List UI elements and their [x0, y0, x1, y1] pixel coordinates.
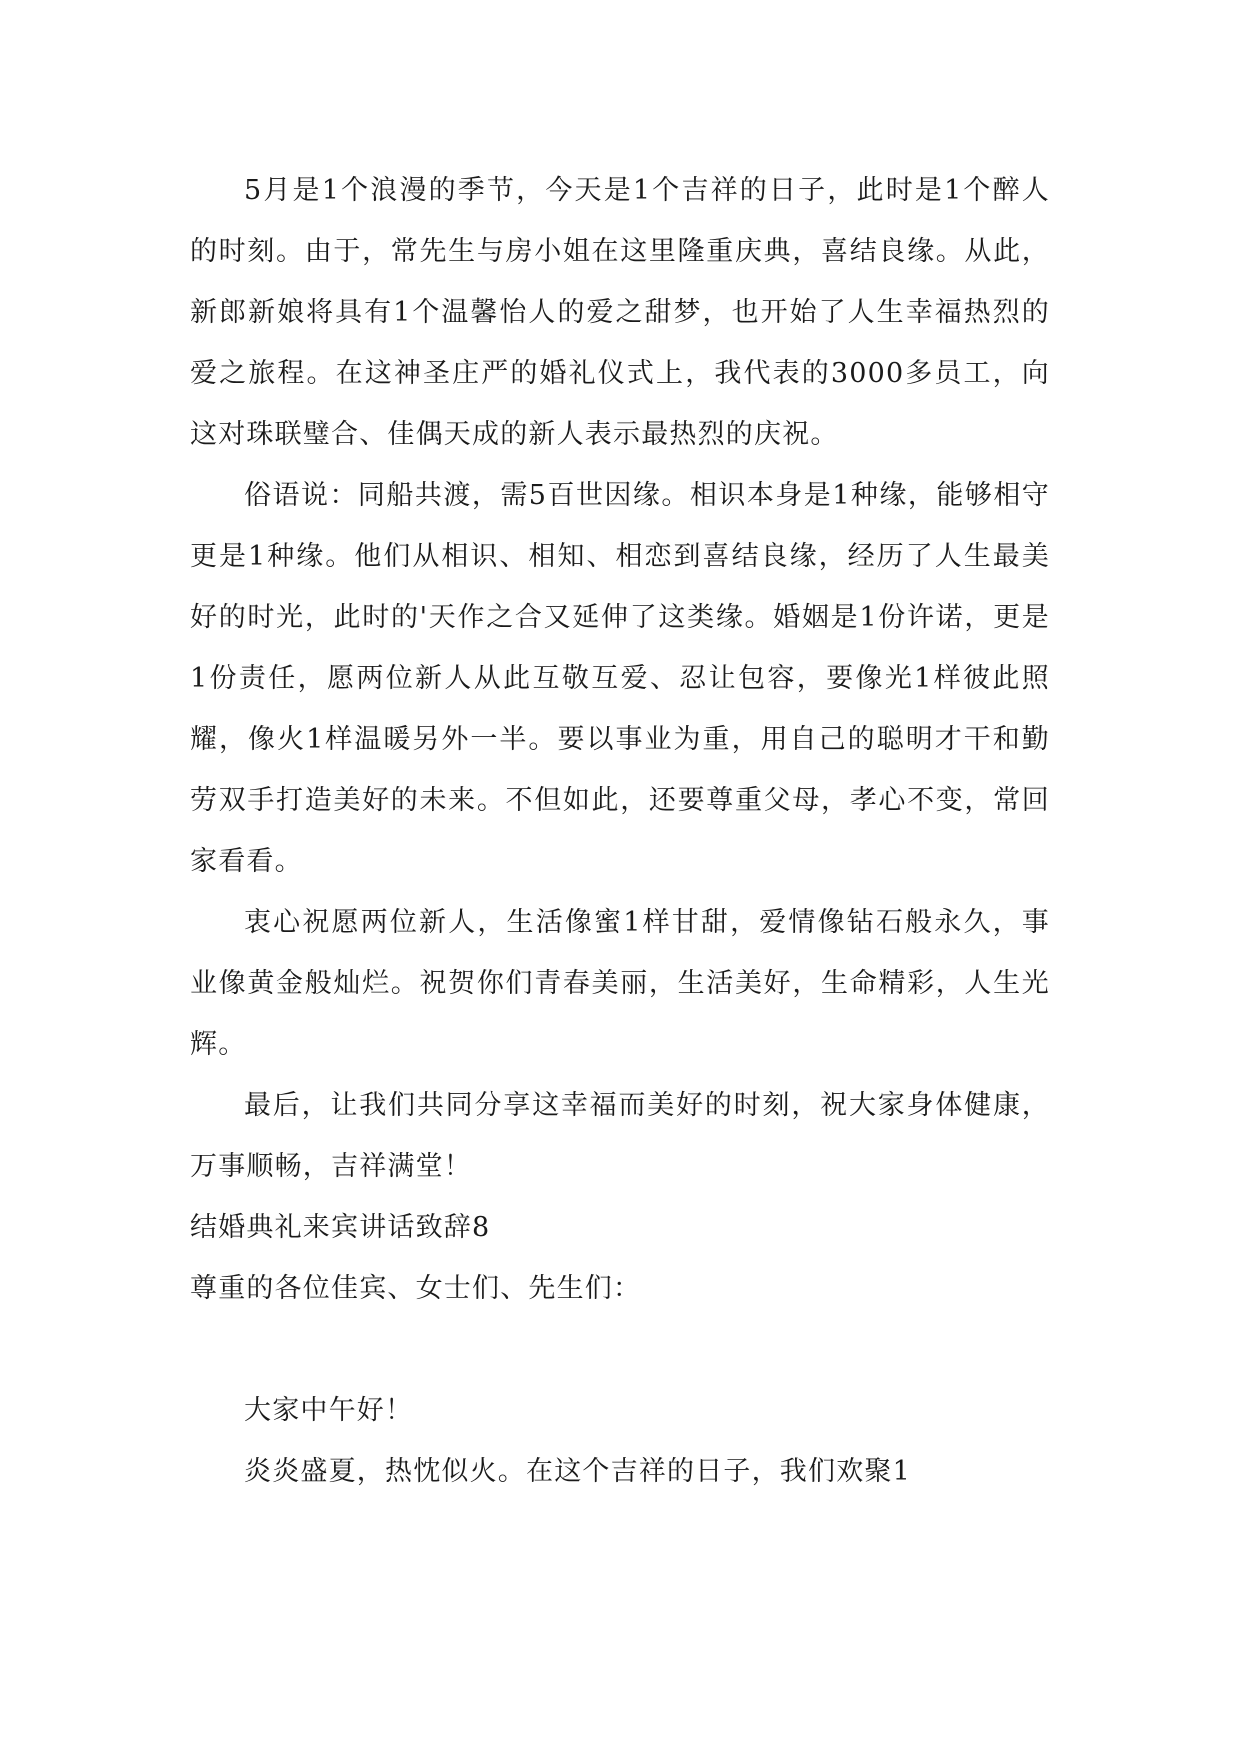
document-body	[190, 160, 1050, 1502]
paragraph-wishes: 衷心祝愿两位新人，生活像蜜1样甘甜，爱情像钻石般永久，事业像黄金般灿烂。祝贺你们青春美丽，生活美好，生命精彩，人生光辉。	[190, 907, 1050, 1060]
section-title: 结婚典礼来宾讲话致辞8	[190, 1212, 491, 1243]
paragraph-opening: 5月是1个浪漫的季节，今天是1个吉祥的日子，此时是1个醉人的时刻。由于，常先生与房小姐在这里隆重庆典，喜结良缘。从此，新郎新娘将具有1个温馨怡人的爱之甜梦，也开始了人生幸福热烈的爱之旅程。在这神圣庄严的婚礼仪式上，我代表的3000多员工，向这对珠联璧合、佳偶天成的新人表示最热烈的庆祝。	[190, 175, 1050, 450]
paragraph-closing: 最后，让我们共同分享这幸福而美好的时刻，祝大家身体健康，万事顺畅，吉祥满堂！	[190, 1090, 1050, 1182]
paragraph-proverb: 俗语说：同船共渡，需5百世因缘。相识本身是1种缘，能够相守更是1种缘。他们从相识、相知、相恋到喜结良缘，经历了人生最美好的时光，此时的'天作之合又延伸了这类缘。婚姻是1份许诺，更是1份责任，愿两位新人从此互敬互爱、忍让包容，要像光1样彼此照耀，像火1样温暖另外一半。要以事业为重，用自己的聪明才干和勤劳双手打造美好的未来。不但如此，还要尊重父母，孝心不变，常回家看看。	[190, 480, 1050, 877]
salutation: 尊重的各位佳宾、女士们、先生们：	[190, 1273, 642, 1304]
greeting: 大家中午好！	[244, 1395, 414, 1426]
paragraph-summer: 炎炎盛夏，热忱似火。在这个吉祥的日子，我们欢聚1	[244, 1456, 911, 1487]
blank-line	[190, 1319, 1050, 1380]
